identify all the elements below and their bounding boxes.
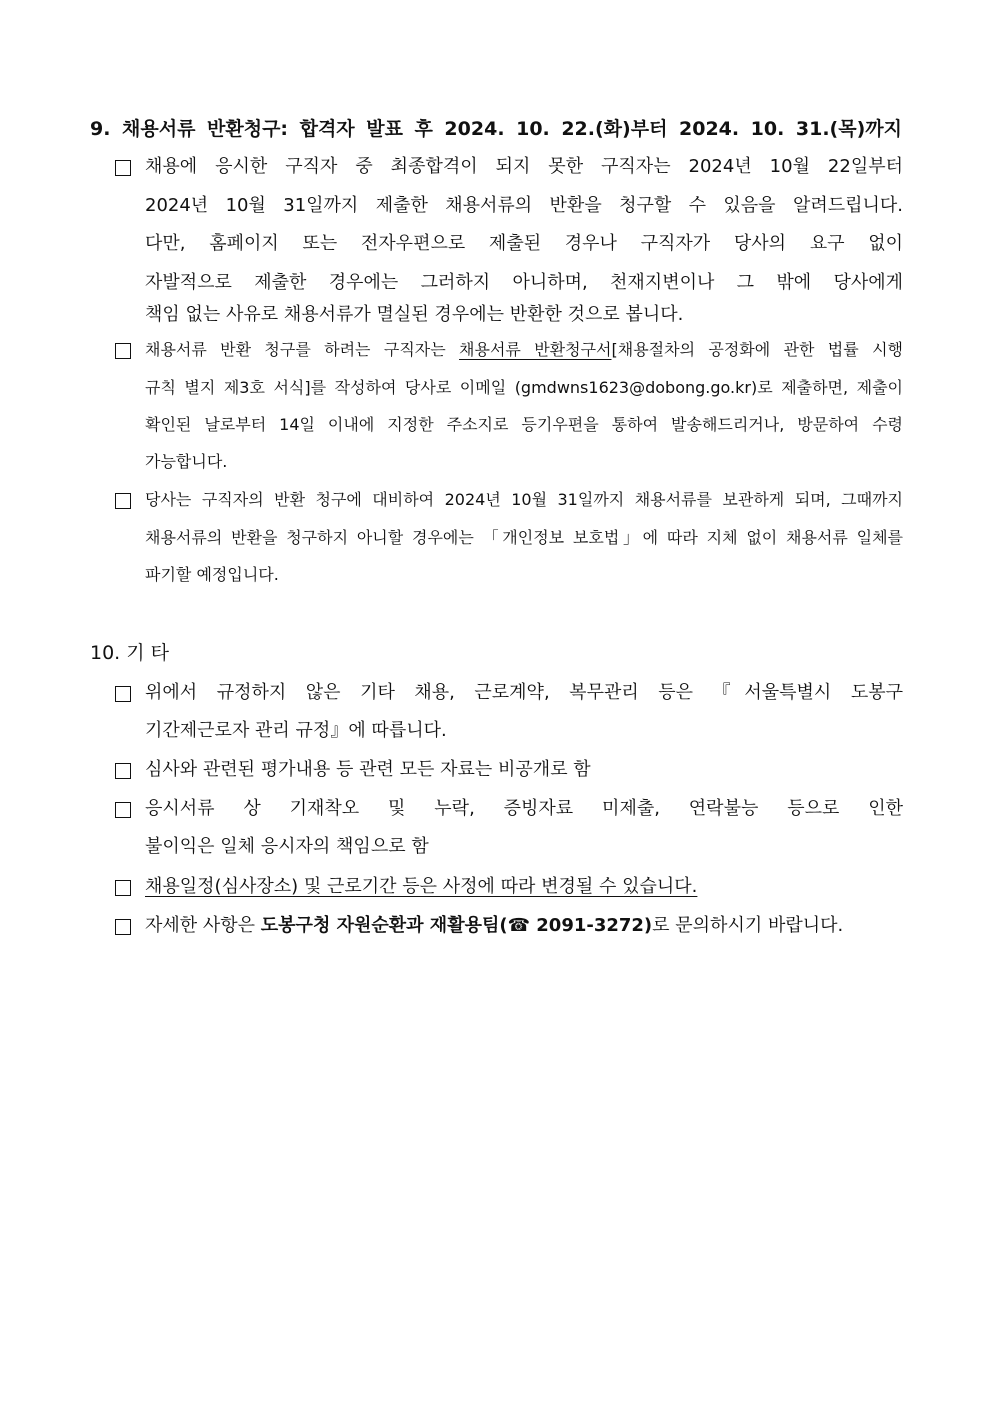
form-name-link: 채용서류 반환청구서	[459, 340, 612, 359]
checkbox-icon	[115, 919, 131, 935]
text: [채용절차의 공정화에 관한 법률 시행	[611, 340, 903, 359]
paragraph-line: 채용서류의 반환을 청구하지 아니할 경우에는 「개인정보 보호법」에 따라 지체 없이 채용서류 일체를	[145, 528, 903, 547]
section-9-heading: 9. 채용서류 반환청구: 합격자 발표 후 2024. 10. 22.(화)부터 2024. 10. 31.(목)까지	[90, 118, 902, 140]
text: 채용서류 반환 청구를 하려는 구직자는	[145, 340, 460, 359]
paragraph-line: 채용에 응시한 구직자 중 최종합격이 되지 못한 구직자는 2024년 10월 22일부터	[145, 156, 903, 177]
checkbox-icon	[115, 763, 131, 779]
checkbox-icon	[115, 802, 131, 818]
section-10-heading: 10. 기 타	[90, 642, 170, 664]
paragraph-line: 위에서 규정하지 않은 기타 채용, 근로계약, 복무관리 등은 『서울특별시 도봉구	[145, 682, 903, 703]
paragraph-line: 가능합니다.	[145, 452, 228, 471]
checkbox-icon	[115, 493, 131, 509]
checkbox-icon	[115, 686, 131, 702]
paragraph-line: 다만, 홈페이지 또는 전자우편으로 제출된 경우나 구직자가 당사의 요구 없이	[145, 233, 903, 254]
checkbox-icon	[115, 880, 131, 896]
text: 로 문의하시기 바랍니다.	[652, 915, 844, 936]
contact-info: 도봉구청 자원순환과 재활용팀(☎ 2091-3272)	[260, 915, 653, 936]
paragraph-line: 기간제근로자 관리 규정』에 따릅니다.	[145, 720, 447, 741]
paragraph-line: 2024년 10월 31일까지 제출한 채용서류의 반환을 청구할 수 있음을 알려드립니다.	[145, 195, 903, 216]
paragraph-line: 당사는 구직자의 반환 청구에 대비하여 2024년 10월 31일까지 채용서류를 보관하게 되며, 그때까지	[145, 490, 903, 509]
paragraph-line: 규칙 별지 제3호 서식]를 작성하여 당사로 이메일 (gmdwns1623@dobong.go.kr)로 제출하면, 제출이	[145, 378, 903, 397]
paragraph-line: 책임 없는 사유로 채용서류가 멸실된 경우에는 반환한 것으로 봅니다.	[145, 304, 684, 325]
paragraph-line	[145, 337, 903, 363]
paragraph-line: 자발적으로 제출한 경우에는 그러하지 아니하며, 천재지변이나 그 밖에 당사에게	[145, 272, 903, 293]
paragraph-line: 심사와 관련된 평가내용 등 관련 모든 자료는 비공개로 함	[145, 759, 591, 780]
paragraph-line: 채용일정(심사장소) 및 근로기간 등은 사정에 따라 변경될 수 있습니다.	[145, 876, 698, 897]
paragraph-line: 불이익은 일체 응시자의 책임으로 함	[145, 836, 429, 857]
paragraph-line: 응시서류 상 기재착오 및 누락, 증빙자료 미제출, 연락불능 등으로 인한	[145, 798, 903, 819]
paragraph-line: 파기할 예정입니다.	[145, 565, 279, 584]
checkbox-icon	[115, 160, 131, 176]
checkbox-icon	[115, 343, 131, 359]
text: 자세한 사항은	[145, 915, 261, 936]
paragraph-line: 확인된 날로부터 14일 이내에 지정한 주소지로 등기우편을 통하여 발송해드리거나, 방문하여 수령	[145, 415, 903, 434]
paragraph-line	[145, 913, 903, 939]
